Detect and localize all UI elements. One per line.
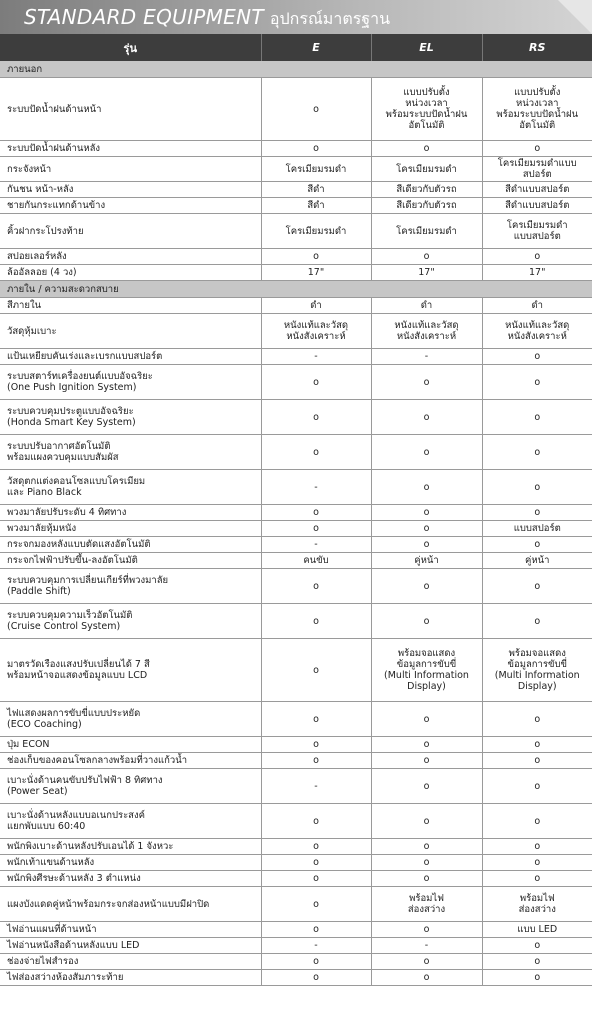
feature-label: ช่องเก็บของคอนโซลกลางพร้อมที่วางแก้วน้ำ xyxy=(0,753,261,769)
cell-rs: o xyxy=(482,537,592,553)
feature-label: เบาะนั่งด้านคนขับปรับไฟฟ้า 8 ทิศทาง (Power Seat) xyxy=(0,769,261,804)
table-row xyxy=(0,702,592,737)
equipment-table xyxy=(0,34,592,986)
cell-el: 17" xyxy=(371,265,482,281)
page-title xyxy=(24,3,390,33)
feature-label: พวงมาลัยปรับระดับ 4 ทิศทาง xyxy=(0,505,261,521)
cell-rs: แบบสปอร์ต xyxy=(482,521,592,537)
cell-el: o xyxy=(371,753,482,769)
cell-rs: o xyxy=(482,954,592,970)
cell-el: o xyxy=(371,839,482,855)
cell-rs: o xyxy=(482,249,592,265)
table-row xyxy=(0,198,592,214)
column-header-el: EL xyxy=(371,34,482,61)
feature-label: พวงมาลัยหุ้มหนัง xyxy=(0,521,261,537)
table-row xyxy=(0,521,592,537)
cell-el: o xyxy=(371,505,482,521)
cell-el: แบบปรับตั้ง หน่วงเวลา พร้อมระบบปัดน้ำฝน อัตโนมัติ xyxy=(371,78,482,141)
cell-el: o xyxy=(371,871,482,887)
feature-label: ระบบสตาร์ทเครื่องยนต์แบบอัจฉริยะ (One Push Ignition System) xyxy=(0,365,261,400)
feature-label: เบาะนั่งด้านหลังแบบอเนกประสงค์ แยกพับแบบ 60:40 xyxy=(0,804,261,839)
cell-rs: o xyxy=(482,769,592,804)
table-row xyxy=(0,871,592,887)
cell-el: o xyxy=(371,954,482,970)
cell-e: o xyxy=(261,604,371,639)
cell-rs: แบบ LED xyxy=(482,922,592,938)
cell-rs: o xyxy=(482,505,592,521)
table-row xyxy=(0,182,592,198)
cell-e: o xyxy=(261,855,371,871)
cell-el: สีเดียวกับตัวรถ xyxy=(371,182,482,198)
cell-e: o xyxy=(261,505,371,521)
feature-label: พนักพิงเบาะด้านหลังปรับเอนได้ 1 จังหวะ xyxy=(0,839,261,855)
cell-e: o xyxy=(261,922,371,938)
feature-label: ไฟอ่านแผนที่ด้านหน้า xyxy=(0,922,261,938)
cell-e: o xyxy=(261,737,371,753)
cell-rs: o xyxy=(482,349,592,365)
cell-el: o xyxy=(371,435,482,470)
table-row xyxy=(0,298,592,314)
cell-rs: o xyxy=(482,365,592,400)
cell-rs: หนังแท้และวัสดุ หนังสังเคราะห์ xyxy=(482,314,592,349)
feature-label: แป้นเหยียบคันเร่งและเบรกแบบสปอร์ต xyxy=(0,349,261,365)
cell-rs: o xyxy=(482,938,592,954)
cell-e: - xyxy=(261,537,371,553)
feature-label: ไฟส่องสว่างห้องสัมภาระท้าย xyxy=(0,970,261,986)
header-banner xyxy=(0,0,592,34)
cell-el: o xyxy=(371,521,482,537)
cell-el: โครเมียมรมดำ xyxy=(371,157,482,182)
table-row xyxy=(0,141,592,157)
table-row xyxy=(0,954,592,970)
cell-rs: o xyxy=(482,804,592,839)
table-row xyxy=(0,639,592,702)
cell-e: - xyxy=(261,470,371,505)
table-row xyxy=(0,249,592,265)
cell-rs: o xyxy=(482,702,592,737)
feature-label: กระจกไฟฟ้าปรับขึ้น-ลงอัตโนมัติ xyxy=(0,553,261,569)
cell-e: o xyxy=(261,702,371,737)
cell-e: o xyxy=(261,78,371,141)
cell-el: o xyxy=(371,737,482,753)
cell-rs: สีดำแบบสปอร์ต xyxy=(482,198,592,214)
cell-el: คู่หน้า xyxy=(371,553,482,569)
feature-label: ช่องจ่ายไฟสำรอง xyxy=(0,954,261,970)
cell-el: o xyxy=(371,365,482,400)
cell-e: o xyxy=(261,365,371,400)
cell-rs: คู่หน้า xyxy=(482,553,592,569)
feature-label: ระบบปรับอากาศอัตโนมัติ พร้อมแผงควบคุมแบบสัมผัส xyxy=(0,435,261,470)
feature-label: ปุ่ม ECON xyxy=(0,737,261,753)
cell-e: o xyxy=(261,954,371,970)
column-header-e: E xyxy=(261,34,371,61)
cell-e: o xyxy=(261,400,371,435)
table-row xyxy=(0,349,592,365)
feature-label: แผงบังแดดคู่หน้าพร้อมกระจกส่องหน้าแบบมีฝาปิด xyxy=(0,887,261,922)
table-row xyxy=(0,604,592,639)
cell-el: o xyxy=(371,249,482,265)
table-row xyxy=(0,314,592,349)
table-row xyxy=(0,400,592,435)
cell-el: o xyxy=(371,804,482,839)
feature-label: กระจกมองหลังแบบตัดแสงอัตโนมัติ xyxy=(0,537,261,553)
cell-rs: o xyxy=(482,753,592,769)
cell-rs: ดำ xyxy=(482,298,592,314)
table-row xyxy=(0,537,592,553)
title-english: STANDARD EQUIPMENT xyxy=(24,5,264,29)
cell-e: o xyxy=(261,871,371,887)
cell-rs: แบบปรับตั้ง หน่วงเวลา พร้อมระบบปัดน้ำฝน อัตโนมัติ xyxy=(482,78,592,141)
feature-label: ระบบปัดน้ำฝนด้านหลัง xyxy=(0,141,261,157)
cell-rs: o xyxy=(482,871,592,887)
feature-label: มาตรวัดเรืองแสงปรับเปลี่ยนได้ 7 สี พร้อมหน้าจอแสดงข้อมูลแบบ LCD xyxy=(0,639,261,702)
title-thai: อุปกรณ์มาตรฐาน xyxy=(269,9,391,28)
feature-label: ชายกันกระแทกด้านข้าง xyxy=(0,198,261,214)
cell-e: o xyxy=(261,249,371,265)
table-row xyxy=(0,470,592,505)
cell-el: o xyxy=(371,141,482,157)
table-row xyxy=(0,157,592,182)
feature-label: วัสดุหุ้มเบาะ xyxy=(0,314,261,349)
cell-e: สีดำ xyxy=(261,182,371,198)
cell-rs: o xyxy=(482,435,592,470)
cell-e: o xyxy=(261,804,371,839)
cell-rs: o xyxy=(482,970,592,986)
table-row xyxy=(0,737,592,753)
table-row xyxy=(0,922,592,938)
table-row xyxy=(0,365,592,400)
cell-el: o xyxy=(371,604,482,639)
cell-el: o xyxy=(371,702,482,737)
cell-rs: o xyxy=(482,569,592,604)
table-row xyxy=(0,265,592,281)
table-row xyxy=(0,855,592,871)
cell-e: คนขับ xyxy=(261,553,371,569)
cell-e: o xyxy=(261,639,371,702)
cell-e: o xyxy=(261,521,371,537)
table-row xyxy=(0,753,592,769)
cell-e: o xyxy=(261,753,371,769)
cell-el: ดำ xyxy=(371,298,482,314)
cell-e: สีดำ xyxy=(261,198,371,214)
cell-el: - xyxy=(371,938,482,954)
feature-label: สปอยเลอร์หลัง xyxy=(0,249,261,265)
cell-e: o xyxy=(261,435,371,470)
table-row xyxy=(0,569,592,604)
cell-e: o xyxy=(261,887,371,922)
cell-el: พร้อมไฟ ส่องสว่าง xyxy=(371,887,482,922)
cell-el: o xyxy=(371,769,482,804)
table-row xyxy=(0,435,592,470)
feature-label: พนักพิงศีรษะด้านหลัง 3 ตำแหน่ง xyxy=(0,871,261,887)
section-header xyxy=(0,281,592,298)
banner-corner-fold xyxy=(558,0,592,34)
cell-e: 17" xyxy=(261,265,371,281)
cell-e: หนังแท้และวัสดุ หนังสังเคราะห์ xyxy=(261,314,371,349)
table-row xyxy=(0,887,592,922)
cell-el: สีเดียวกับตัวรถ xyxy=(371,198,482,214)
table-row xyxy=(0,553,592,569)
cell-e: ดำ xyxy=(261,298,371,314)
cell-el: พร้อมจอแสดง ข้อมูลการขับขี่ (Multi Information Display) xyxy=(371,639,482,702)
table-row xyxy=(0,804,592,839)
cell-rs: o xyxy=(482,470,592,505)
table-header-row xyxy=(0,34,592,61)
cell-e: o xyxy=(261,141,371,157)
feature-label: ไฟแสดงผลการขับขี่แบบประหยัด (ECO Coaching) xyxy=(0,702,261,737)
feature-label: คิ้วฝากระโปรงท้าย xyxy=(0,214,261,249)
cell-rs: o xyxy=(482,855,592,871)
cell-rs: 17" xyxy=(482,265,592,281)
cell-rs: สีดำแบบสปอร์ต xyxy=(482,182,592,198)
cell-e: - xyxy=(261,349,371,365)
section-header xyxy=(0,61,592,78)
cell-el: o xyxy=(371,855,482,871)
table-row xyxy=(0,214,592,249)
cell-e: o xyxy=(261,569,371,604)
feature-label: กระจังหน้า xyxy=(0,157,261,182)
feature-label: ระบบควบคุมประตูแบบอัจฉริยะ (Honda Smart Key System) xyxy=(0,400,261,435)
cell-rs: พร้อมจอแสดง ข้อมูลการขับขี่ (Multi Information Display) xyxy=(482,639,592,702)
cell-el: o xyxy=(371,569,482,604)
cell-e: o xyxy=(261,839,371,855)
feature-label: ระบบปัดน้ำฝนด้านหน้า xyxy=(0,78,261,141)
table-row xyxy=(0,769,592,804)
cell-e: - xyxy=(261,769,371,804)
cell-e: - xyxy=(261,938,371,954)
cell-e: โครเมียมรมดำ xyxy=(261,157,371,182)
feature-label: กันชน หน้า-หลัง xyxy=(0,182,261,198)
section-title: ภายใน / ความสะดวกสบาย xyxy=(0,281,592,298)
cell-el: o xyxy=(371,970,482,986)
cell-rs: โครเมียมรมดำ แบบสปอร์ต xyxy=(482,214,592,249)
feature-label: พนักเท้าแขนด้านหลัง xyxy=(0,855,261,871)
cell-el: o xyxy=(371,537,482,553)
feature-label: วัสดุตกแต่งคอนโซลแบบโครเมียม และ Piano Black xyxy=(0,470,261,505)
feature-label: ระบบควบคุมความเร็วอัตโนมัติ (Cruise Control System) xyxy=(0,604,261,639)
cell-rs: o xyxy=(482,737,592,753)
cell-e: o xyxy=(261,970,371,986)
feature-label: ระบบควบคุมการเปลี่ยนเกียร์ที่พวงมาลัย (Paddle Shift) xyxy=(0,569,261,604)
feature-label: ไฟอ่านหนังสือด้านหลังแบบ LED xyxy=(0,938,261,954)
feature-label: ล้ออัลลอย (4 วง) xyxy=(0,265,261,281)
column-header-rs: RS xyxy=(482,34,592,61)
cell-el: o xyxy=(371,922,482,938)
table-row xyxy=(0,505,592,521)
table-row xyxy=(0,78,592,141)
cell-e: โครเมียมรมดำ xyxy=(261,214,371,249)
cell-el: - xyxy=(371,349,482,365)
cell-rs: o xyxy=(482,400,592,435)
cell-el: หนังแท้และวัสดุ หนังสังเคราะห์ xyxy=(371,314,482,349)
table-body xyxy=(0,61,592,986)
column-header-model: รุ่น xyxy=(0,34,261,61)
table-row xyxy=(0,938,592,954)
cell-rs: o xyxy=(482,141,592,157)
section-title: ภายนอก xyxy=(0,61,592,78)
cell-el: โครเมียมรมดำ xyxy=(371,214,482,249)
feature-label: สีภายใน xyxy=(0,298,261,314)
table-row xyxy=(0,839,592,855)
cell-rs: โครเมียมรมดำแบบสปอร์ต xyxy=(482,157,592,182)
cell-rs: o xyxy=(482,604,592,639)
cell-rs: o xyxy=(482,839,592,855)
cell-rs: พร้อมไฟ ส่องสว่าง xyxy=(482,887,592,922)
cell-el: o xyxy=(371,400,482,435)
cell-el: o xyxy=(371,470,482,505)
table-row xyxy=(0,970,592,986)
